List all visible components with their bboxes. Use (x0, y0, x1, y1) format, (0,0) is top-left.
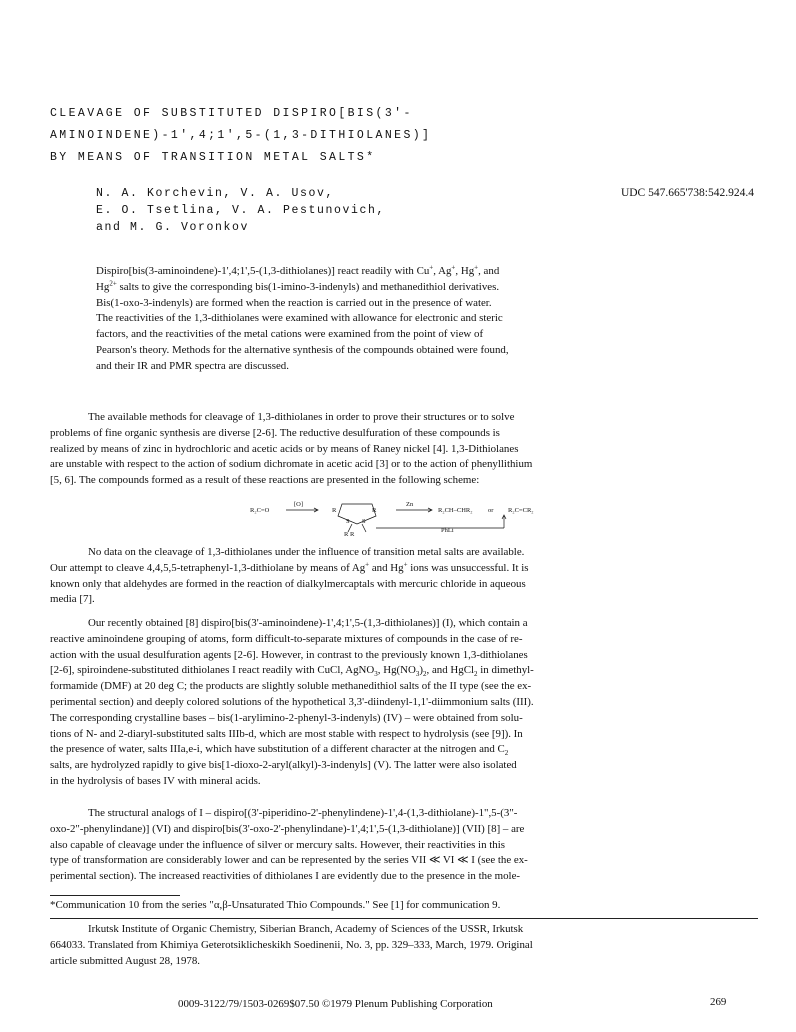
abstract-line: and their IR and PMR spectra are discussed. (96, 359, 289, 372)
text-line: tions of N- and 2-diaryl-substituted salts IIIb-d, which are most stable with respect to hydrolysis (see [9]). In (50, 727, 523, 740)
scheme-label: [O] (294, 501, 304, 508)
scheme-label: R R (344, 531, 355, 538)
abstract-line: Dispiro[bis(3-aminoindene)-1',4;1',5-(1,3-dithiolanes)] react readily with Cu+, Ag+, Hg+, and (96, 263, 500, 277)
scheme-label: R₂C=O (250, 507, 270, 514)
text-line: Our recently obtained [8] dispiro[bis(3'-aminoindene)-1',4;1',5-(1,3-dithiolanes)] (I), which contain a (88, 617, 528, 629)
text-line: formamide (DMF) at 20 deg C; the products are slightly soluble methanedithiol salts of the II type (see the ex- (50, 680, 532, 693)
text-line: also capable of cleavage under the influence of silver or mercury salts. However, their reactivities in this (50, 838, 505, 851)
paragraph-dispiro (50, 616, 760, 790)
abstract (96, 264, 696, 375)
text-line: The available methods for cleavage of 1,3-dithiolanes in order to prove their structures or to solve (88, 411, 515, 423)
affiliation-divider (50, 918, 758, 919)
scheme-label: PhLi (441, 527, 454, 534)
text-line: reactive aminoindene grouping of atoms, form difficult-to-separate mixtures of compounds in the case of re- (50, 632, 523, 645)
title-line: AMINOINDENE)-1',4;1',5-(1,3-DITHIOLANES)] (50, 129, 432, 142)
reaction-scheme (236, 492, 576, 548)
abstract-line: Bis(1-oxo-3-indenyls) are formed when the reaction is carried out in the presence of water. (96, 296, 492, 309)
udc-code: UDC 547.665'738:542.924.4 (620, 187, 754, 199)
footnote: *Communication 10 from the series "α,β-Unsaturated Thio Compounds." See [1] for communication 9. (50, 899, 501, 911)
paragraph-intro (50, 410, 760, 489)
scheme-label: R (372, 507, 377, 514)
text-line: perimental section) and deeply colored solutions of the hypothetical 3,3'-diindenyl-1,1'-diimmonium salts (III). (50, 695, 534, 708)
text-line: The corresponding crystalline bases – bis(1-arylimino-2-phenyl-3-indenyls) (IV) – were obtained from solu- (50, 711, 523, 724)
text-line: problems of fine organic synthesis are diverse [2-6]. The reductive desulfuration of these compounds is (50, 426, 500, 439)
copyright-line: 0009-3122/79/1503-0269$07.50 ©1979 Plenum Publishing Corporation (178, 998, 493, 1010)
scheme-label: S (346, 518, 350, 525)
abstract-line: The reactivities of the 1,3-dithiolanes were examined with allowance for electronic and steric (96, 312, 503, 325)
article-title (50, 103, 510, 169)
text-line: Our attempt to cleave 4,4,5,5-tetraphenyl-1,3-dithiolane by means of Ag+ and Hg+ ions was unsuccessful. It is (50, 560, 529, 574)
author-list (96, 185, 385, 236)
abstract-line: $Hg^{2+}$ salts to give the corresponding bis(1-imino-3-indenyls) and methanedithiol derivatives. (96, 279, 500, 293)
footnote-divider (50, 895, 180, 896)
author-line: E. O. Tsetlina, V. A. Pestunovich, (96, 204, 386, 217)
abstract-line: factors, and the reactivities of the metal cations were examined from the point of view of (96, 328, 484, 341)
text-line: perimental section). The increased reactivities of dithiolanes I are evidently due to the presence in the mole- (50, 870, 521, 883)
text-line: type of transformation are considerably lower and can be represented by the series VII ≪ VI ≪ I (see the ex- (50, 854, 528, 867)
text-line: known only that aldehydes are formed in the reaction of dialkylmercaptals with mercuric chloride in aqueous (50, 577, 526, 590)
scheme-label: Zn (406, 501, 414, 508)
page-number: 269 (710, 996, 727, 1008)
text-line: realized by means of zinc in hydrochloric and acetic acids or by means of Raney nickel [4]. 1,3-Dithiolanes (50, 442, 519, 455)
scheme-label: R (332, 507, 337, 514)
scheme-label: or (488, 507, 494, 514)
paragraph-analogs (50, 806, 760, 885)
text-line: are unstable with respect to the action of sodium dichromate in acetic acid [3] or to the action of phenyllithium (50, 458, 533, 471)
author-line: and M. G. Voronkov (96, 221, 250, 234)
text-line: in the hydrolysis of bases IV with mineral acids. (50, 774, 261, 787)
text-line: media [7]. (50, 593, 95, 606)
scheme-label: S (362, 518, 366, 525)
text-line: 664033. Translated from Khimiya Geterotsiklicheskikh Soedinenii, No. 3, pp. 329–333, March, 1979. Original (50, 938, 533, 951)
title-line: BY MEANS OF TRANSITION METAL SALTS* (50, 151, 376, 164)
text-line: [5, 6]. The compounds formed as a result of these reactions are presented in the following scheme: (50, 474, 480, 487)
scheme-label: R₂C=CR₂ (508, 507, 534, 514)
text-line: the presence of water, salts IIIa,e-i, which have substitution of a different character at the nitrogen and $C_2$ (50, 743, 509, 758)
paragraph-no-data (50, 545, 760, 608)
abstract-line: Pearson's theory. Methods for the alternative synthesis of the compounds obtained were found, (96, 343, 509, 356)
text-line: Irkutsk Institute of Organic Chemistry, Siberian Branch, Academy of Sciences of the USSR, Irkutsk (88, 923, 524, 935)
text-line: The structural analogs of I – dispiro[(3'-piperidino-2'-phenylindene)-1',4-(1,3-dithiolane)-1",5-(3"- (88, 807, 518, 819)
text-line: oxo-2"-phenylindane)] (VI) and dispiro[bis(3'-oxo-2'-phenylindane)-1',4;1',5-(1,3-dithiolane)] (VII) [8] – are (50, 822, 525, 835)
author-line: N. A. Korchevin, V. A. Usov, (96, 187, 335, 200)
title-line: CLEAVAGE OF SUBSTITUTED DISPIRO[BIS(3'- (50, 107, 413, 120)
text-line: [2-6], spiroindene-substituted dithiolanes I react readily with CuCl, AgNO$_3$, $Hg(NO_3)_2$, and HgCl$_2$ in dimethyl- (50, 664, 534, 679)
text-line: article submitted August 28, 1978. (50, 954, 201, 967)
scheme-label: R₂CH–CHR₂ (438, 507, 473, 514)
text-line: No data on the cleavage of 1,3-dithiolanes under the influence of transition metal salts are available. (88, 546, 525, 558)
text-line: action with the usual desulfuration agents [2-6]. However, in contrast to the previously known 1,3-dithiolanes (50, 648, 528, 661)
text-line: salts, are hydrolyzed rapidly to give bis[1-dioxo-2-aryl(alkyl)-3-indenyls] (V). The latter were also isolated (50, 759, 517, 772)
affiliation (50, 922, 760, 969)
